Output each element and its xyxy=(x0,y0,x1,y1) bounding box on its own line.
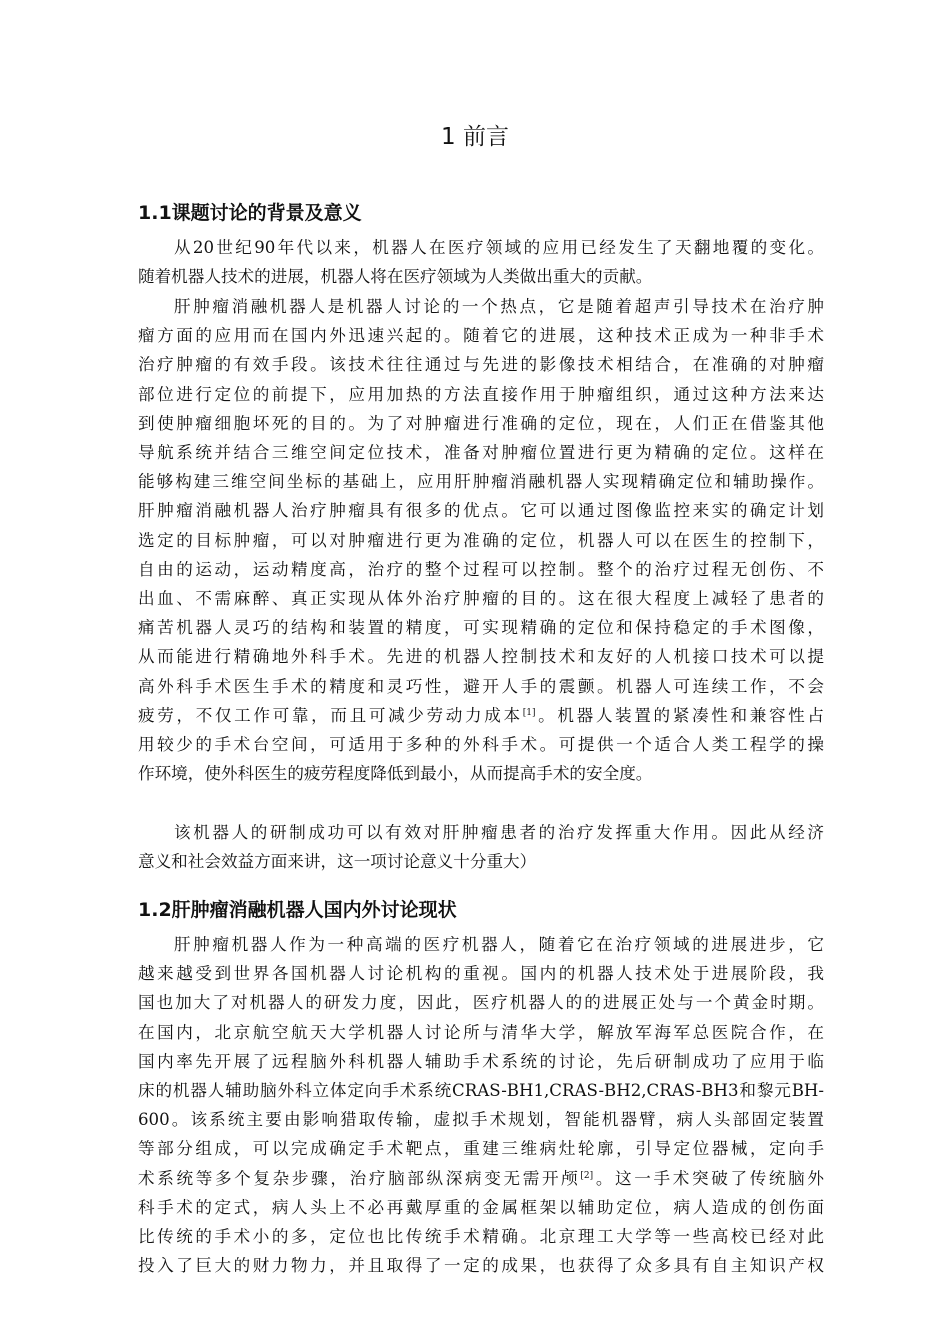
text-line: 等部分组成，可以完成确定手术靶点，重建三维病灶轮廓，引导定位器械，定向手 xyxy=(138,1139,824,1159)
text-line: 意义和社会效益方面来讲，这一项讨论意义十分重大） xyxy=(138,852,537,872)
text-line-with-citation xyxy=(138,1164,824,1193)
section2-paragraph-1 xyxy=(138,930,824,1280)
text-fragment: 术系统等多个复杂步骤，治疗脑部纵深病变无需开颅 xyxy=(138,1168,581,1188)
text-line: 肝肿瘤消融机器人治疗肿瘤具有很多的优点。它可以通过图像监控来实的确定计划 xyxy=(138,501,824,521)
text-line: 用较少的手术台空间，可适用于多种的外科手术。可提供一个适合人类工程学的操 xyxy=(138,735,824,755)
section1-paragraph-1 xyxy=(138,233,824,291)
text-line: 随着机器人技术的进展，机器人将在医疗领域为人类做出重大的贡献。 xyxy=(138,267,653,287)
text-fragment: 。机器人装置的紧凑性和兼容性占 xyxy=(535,705,825,725)
text-line: 该机器人的研制成功可以有效对肝肿瘤患者的治疗发挥重大作用。因此从经济 xyxy=(174,823,824,842)
text-line: 导航系统并结合三维空间定位技术，准备对肿瘤位置进行更为精确的定位。这样在 xyxy=(138,443,824,463)
text-line: 治疗肿瘤的有效手段。该技术往往通过与先进的影像技术相结合，在准确的对肿瘤 xyxy=(138,355,824,375)
text-line: 越来越受到世界各国机器人讨论机构的重视。国内的机器人技术处于进展阶段，我 xyxy=(138,964,824,984)
text-line: 国内率先开展了远程脑外科机器人辅助手术系统的讨论，先后研制成功了应用于临 xyxy=(138,1051,824,1071)
text-line: 在国内，北京航空航天大学机器人讨论所与清华大学，解放军海军总医院合作，在 xyxy=(138,1022,824,1042)
text-line: 从而能进行精确地外科手术。先进的机器人控制技术和友好的人机接口技术可以提 xyxy=(138,647,824,667)
text-line: 作环境，使外科医生的疲劳程度降低到最小，从而提高手术的安全度。 xyxy=(138,764,653,784)
section1-paragraph-2 xyxy=(138,292,824,788)
text-line: 到使肿瘤细胞坏死的目的。为了对肿瘤进行准确的定位，现在，人们正在借鉴其他 xyxy=(138,413,824,433)
chapter-title: 1 前言 xyxy=(441,124,509,150)
citation-ref-1: [1] xyxy=(522,707,536,718)
citation-ref-2: [2] xyxy=(580,1170,594,1181)
text-line: 能够构建三维空间坐标的基础上，应用肝肿瘤消融机器人实现精确定位和辅助操作。 xyxy=(138,472,824,492)
text-line: 床的机器人辅助脑外科立体定向手术系统CRAS-BH1,CRAS-BH2,CRAS-BH3和黎元BH- xyxy=(138,1081,824,1101)
text-line: 国也加大了对机器人的研发力度，因此，医疗机器人的的进展正处与一个黄金时期。 xyxy=(138,993,824,1013)
text-line: 科手术的定式，病人头上不必再戴厚重的金属框架以辅助定位，病人造成的创伤面 xyxy=(138,1197,824,1217)
text-line: 从20世纪90年代以来，机器人在医疗领域的应用已经发生了天翻地覆的变化。 xyxy=(174,238,824,257)
text-fragment: 。这一手术突破了传统脑外 xyxy=(593,1168,824,1188)
text-line: 投入了巨大的财力物力，并且取得了一定的成果，也获得了众多具有自主知识产权 xyxy=(138,1256,824,1276)
section1-paragraph-3 xyxy=(138,818,824,876)
text-line-with-citation xyxy=(138,701,824,730)
text-line: 比传统的手术小的多，定位也比传统手术精确。北京理工大学等一些高校已经对此 xyxy=(138,1227,824,1247)
text-line: 肝肿瘤机器人作为一种高端的医疗机器人，随着它在治疗领域的进展进步，它 xyxy=(174,935,824,954)
text-line: 自由的运动，运动精度高，治疗的整个过程可以控制。整个的治疗过程无创伤、不 xyxy=(138,559,824,579)
text-line: 出血、不需麻醉、真正实现从体外治疗肿瘤的目的。这在很大程度上减轻了患者的 xyxy=(138,589,824,609)
section-heading-1-2: 1.2肝肿瘤消融机器人国内外讨论现状 xyxy=(138,899,457,921)
text-line: 肝肿瘤消融机器人是机器人讨论的一个热点，它是随着超声引导技术在治疗肿 xyxy=(174,297,824,316)
text-line: 600。该系统主要由影响猎取传输，虚拟手术规划，智能机器臂，病人头部固定装置 xyxy=(138,1110,824,1130)
text-line: 部位进行定位的前提下，应用加热的方法直接作用于肿瘤组织，通过这种方法来达 xyxy=(138,384,824,404)
text-fragment: 疲劳，不仅工作可靠，而且可减少劳动力成本 xyxy=(138,705,523,725)
text-line: 瘤方面的应用而在国内外迅速兴起的。随着它的进展，这种技术正成为一种非手术 xyxy=(138,326,824,346)
text-line: 痛苦机器人灵巧的结构和装置的精度，可实现精确的定位和保持稳定的手术图像， xyxy=(138,618,824,638)
section-heading-1-1: 1.1课题讨论的背景及意义 xyxy=(138,202,362,224)
text-line: 高外科手术医生手术的精度和灵巧性，避开人手的震颤。机器人可连续工作，不会 xyxy=(138,676,824,696)
text-line: 选定的目标肿瘤，可以对肿瘤进行更为准确的定位，机器人可以在医生的控制下， xyxy=(138,530,824,550)
